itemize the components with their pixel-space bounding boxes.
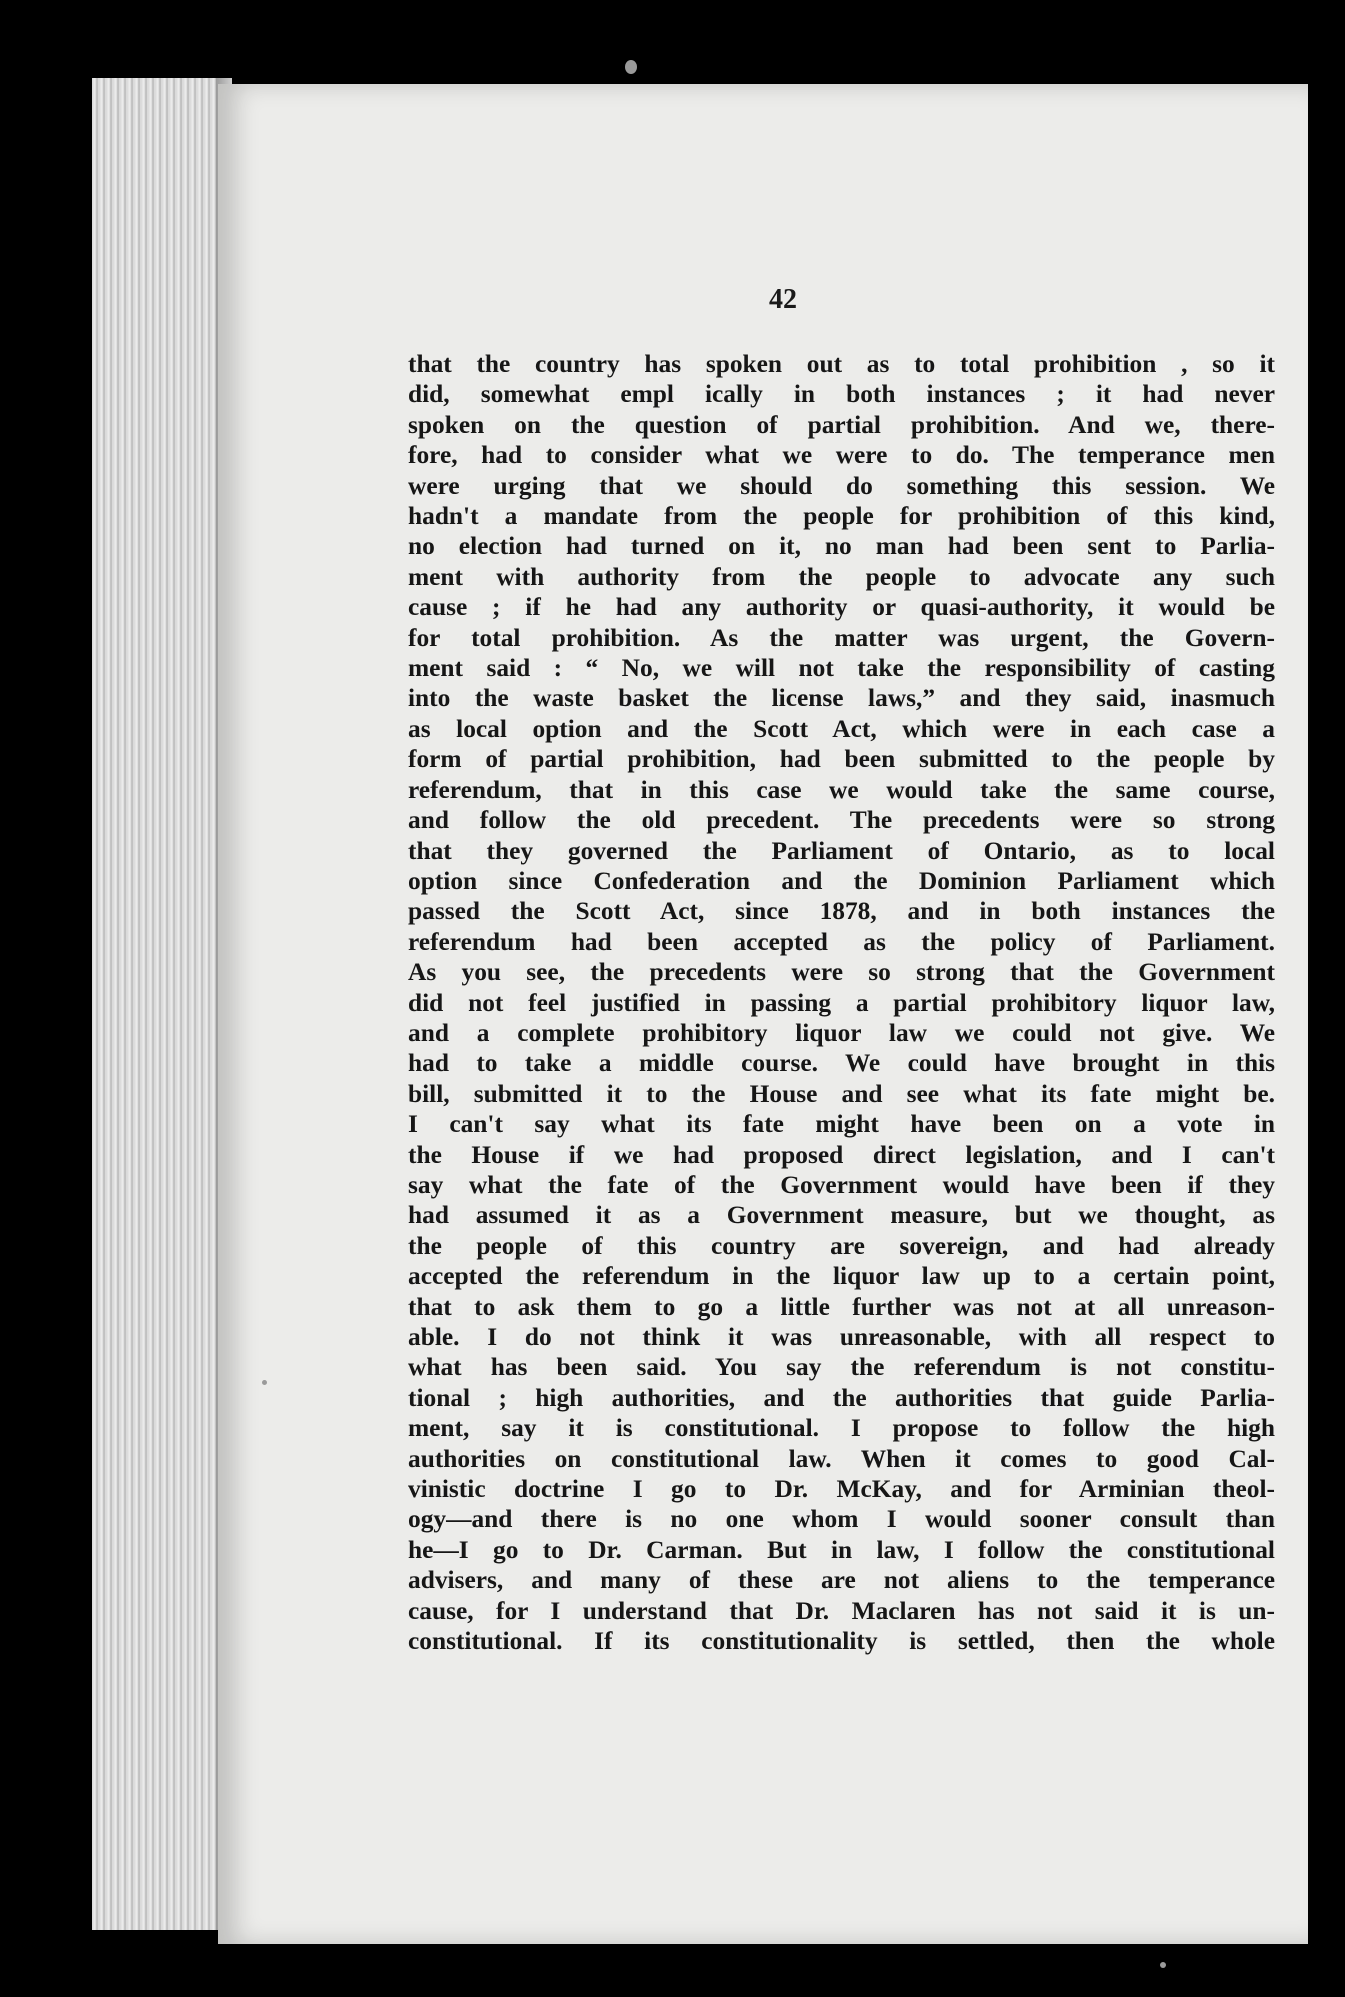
text-line: form of partial prohibition, had been submitted to the people by [408, 745, 1275, 774]
scan-speck [262, 1380, 267, 1385]
text-line: that the country has spoken out as to total prohibition , so it [408, 350, 1275, 378]
text-line: passed the Scott Act, since 1878, and in both instances the [408, 897, 1275, 926]
text-line: for total prohibition. As the matter was urgent, the Govern- [408, 623, 1275, 652]
text-line: constitutional. If its constitutionality is settled, then the whole [408, 1627, 1275, 1656]
text-line: were urging that we should do something this session. We [408, 471, 1275, 500]
text-line: hadn't a mandate from the people for prohibition of this kind, [408, 502, 1275, 531]
book-page-edges [92, 78, 232, 1930]
text-line: able. I do not think it was unreasonable, with all respect to [408, 1323, 1275, 1351]
text-line: the House if we had proposed direct legislation, and I can't [408, 1140, 1275, 1169]
text-line: authorities on constitutional law. When it comes to good Cal- [408, 1444, 1275, 1473]
text-line: no election had turned on it, no man had been sent to Parlia- [408, 532, 1275, 561]
text-line: advisers, and many of these are not aliens to the temperance [408, 1566, 1275, 1595]
text-line: I can't say what its fate might have been on a vote in [408, 1110, 1275, 1139]
text-line: that they governed the Parliament of Ontario, as to local [408, 836, 1275, 865]
text-line: into the waste basket the license laws,” and they said, inasmuch [408, 684, 1275, 713]
text-line: say what the fate of the Government would have been if they [408, 1170, 1275, 1199]
text-line: referendum, that in this case we would take the same course, [408, 775, 1275, 804]
text-line: that to ask them to go a little further was not at all unreason- [408, 1292, 1275, 1321]
text-line: option since Confederation and the Dominion Parliament which [408, 866, 1275, 895]
text-line: vinistic doctrine I go to Dr. McKay, and for Arminian theol- [408, 1475, 1275, 1504]
text-line: accepted the referendum in the liquor law up to a certain point, [408, 1262, 1275, 1291]
text-line: ment, say it is constitutional. I propose to follow the high [408, 1414, 1275, 1443]
text-line: and follow the old precedent. The precedents were so strong [408, 806, 1275, 835]
text-line: and a complete prohibitory liquor law we could not give. We [408, 1018, 1275, 1047]
text-line: bill, submitted it to the House and see what its fate might be. [408, 1079, 1275, 1108]
text-line: referendum had been accepted as the policy of Parliament. [408, 927, 1275, 956]
text-line: ment said : “ No, we will not take the responsibility of casting [408, 654, 1275, 683]
text-line: tional ; high authorities, and the authorities that guide Parlia- [408, 1383, 1275, 1412]
text-line: fore, had to consider what we were to do. The temperance men [408, 441, 1275, 470]
text-line: had assumed it as a Government measure, but we thought, as [408, 1201, 1275, 1230]
text-line: as local option and the Scott Act, which were in each case a [408, 714, 1275, 743]
body-text [408, 349, 1275, 1656]
text-line: had to take a middle course. We could have brought in this [408, 1049, 1275, 1078]
book-page [218, 84, 1308, 1944]
text-line: spoken on the question of partial prohibition. And we, there- [408, 410, 1275, 439]
text-line: what has been said. You say the referendum is not constitu- [408, 1353, 1275, 1382]
scan-speck [1160, 1962, 1166, 1968]
scan-speck [625, 60, 637, 74]
text-line: cause ; if he had any authority or quasi-authority, it would be [408, 593, 1275, 622]
text-line: ogy—and there is no one whom I would sooner consult than [408, 1505, 1275, 1534]
text-line: the people of this country are sovereign, and had already [408, 1231, 1275, 1260]
page-number: 42 [769, 284, 797, 315]
text-line: did, somewhat empl ically in both instances ; it had never [408, 380, 1275, 409]
text-line: As you see, the precedents were so strong that the Government [408, 958, 1275, 987]
text-line: did not feel justified in passing a partial prohibitory liquor law, [408, 988, 1275, 1017]
text-line: ment with authority from the people to advocate any such [408, 562, 1275, 591]
text-line: cause, for I understand that Dr. Maclaren has not said it is un- [408, 1596, 1275, 1625]
text-line: he—I go to Dr. Carman. But in law, I follow the constitutional [408, 1535, 1275, 1564]
